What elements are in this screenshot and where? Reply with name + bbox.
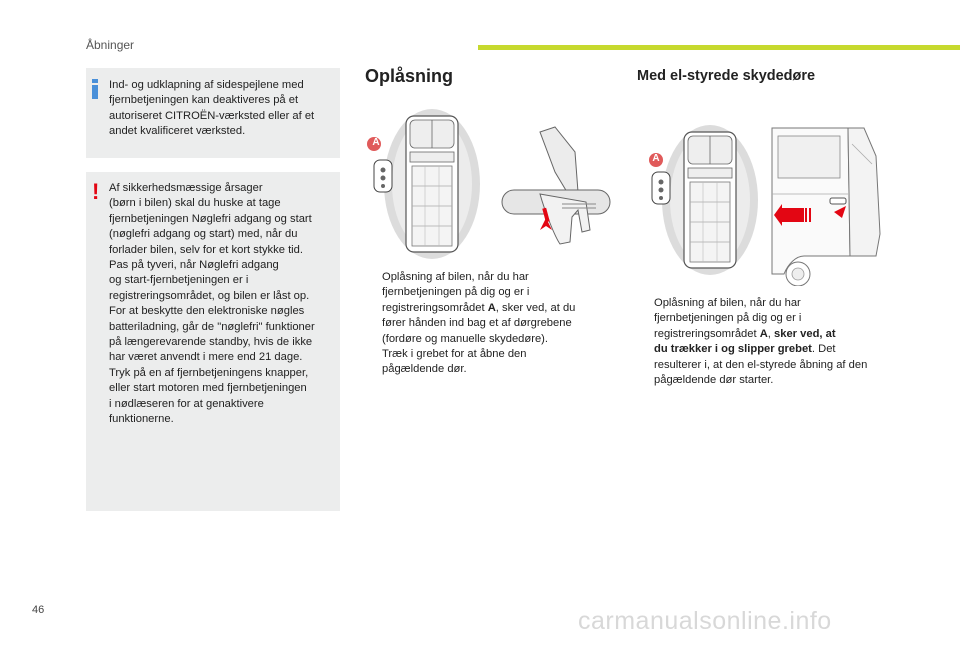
text-line: resulterer i, at den el-styrede åbning af den xyxy=(654,358,868,371)
sliding-doors-heading: Med el-styrede skydedøre xyxy=(637,68,816,84)
section-title: Åbninger xyxy=(86,38,135,52)
warning-line: funktionerne. xyxy=(109,413,174,426)
sliding-door-illustration xyxy=(768,124,888,286)
warning-line: i nødlæseren for at genaktivere xyxy=(109,397,264,410)
info-line: andet kvalificeret værksted. xyxy=(109,125,246,138)
text-line: (fordøre og manuelle skydedøre). xyxy=(382,332,549,345)
warning-line: For at beskytte den elektroniske nøgles xyxy=(109,305,305,318)
warning-line: Af sikkerhedsmæssige årsager xyxy=(109,182,263,194)
warning-line: fjernbetjeningen Nøglefri adgang og start xyxy=(109,212,312,225)
page-number: 46 xyxy=(32,604,45,616)
warning-line: batteriladning, går de "nøglefri" funktioner xyxy=(109,320,315,333)
warning-line: (børn i bilen) skal du huske at tage xyxy=(109,197,281,210)
zone-label-a-2: A xyxy=(652,153,660,164)
sliding-doors-instructions xyxy=(637,296,897,388)
warning-line: (nøglefri adgang og start) med, når du xyxy=(109,228,298,241)
unlocking-instructions xyxy=(365,270,605,378)
unlocking-heading: Oplåsning xyxy=(365,66,454,86)
sliding-step-1 xyxy=(637,296,897,388)
info-line: fjernbetjeningen kan deaktiveres på et xyxy=(109,94,299,107)
text-line: pågældende dør. xyxy=(382,363,467,376)
hand-door-handle-illustration xyxy=(500,122,612,250)
unlocking-step-1 xyxy=(365,270,605,347)
unlocking-step-2 xyxy=(365,347,605,378)
watermark: carmanualsonline.info xyxy=(578,607,832,635)
warning-line: registreringsområdet, og bilen er låst op. xyxy=(109,289,310,302)
section-accent-bar xyxy=(478,45,960,50)
warning-line: og start-fjernbetjeningen er i xyxy=(109,274,249,287)
text-line: fører hånden ind bag et af dørgrebene xyxy=(382,317,572,330)
text-line: Oplåsning af bilen, når du har xyxy=(654,297,801,309)
text-line: fjernbetjeningen på dig og er i xyxy=(654,312,802,325)
warning-line: på længerevarende standby, hvis de ikke xyxy=(109,336,313,349)
warning-line: eller start motoren med fjernbetjeningen xyxy=(109,382,307,395)
van-detection-zone-illustration xyxy=(362,108,480,260)
info-note-text xyxy=(109,78,335,140)
text-line: fjernbetjeningen på dig og er i xyxy=(382,286,530,299)
info-line: autoriseret CITROËN-værksted eller af et xyxy=(109,109,315,122)
warning-line: Pas på tyveri, når Nøglefri adgang xyxy=(109,259,279,272)
text-line: registreringsområdet A, sker ved, at du xyxy=(382,301,576,314)
warning-icon: ! xyxy=(92,179,100,204)
text-line: Træk i grebet for at åbne den xyxy=(382,348,527,361)
zone-label-a: A xyxy=(372,137,380,148)
text-line: pågældende dør starter. xyxy=(654,374,774,387)
info-icon xyxy=(92,79,98,99)
warning-line: Tryk på en af fjernbetjeningens knapper, xyxy=(109,366,309,379)
text-line: registreringsområdet A, sker ved, at xyxy=(654,327,836,340)
text-line: du trækker i og slipper grebet. Det xyxy=(654,343,836,356)
text-line: Oplåsning af bilen, når du har xyxy=(382,271,529,283)
warning-line: har været anvendt i mere end 21 dage. xyxy=(109,351,303,364)
warning-note-text xyxy=(109,181,335,428)
warning-line: forlader bilen, selv for et kort stykke tid. xyxy=(109,243,303,256)
van-detection-zone-illustration-2 xyxy=(644,124,762,276)
info-line: Ind- og udklapning af sidespejlene med xyxy=(109,79,304,91)
